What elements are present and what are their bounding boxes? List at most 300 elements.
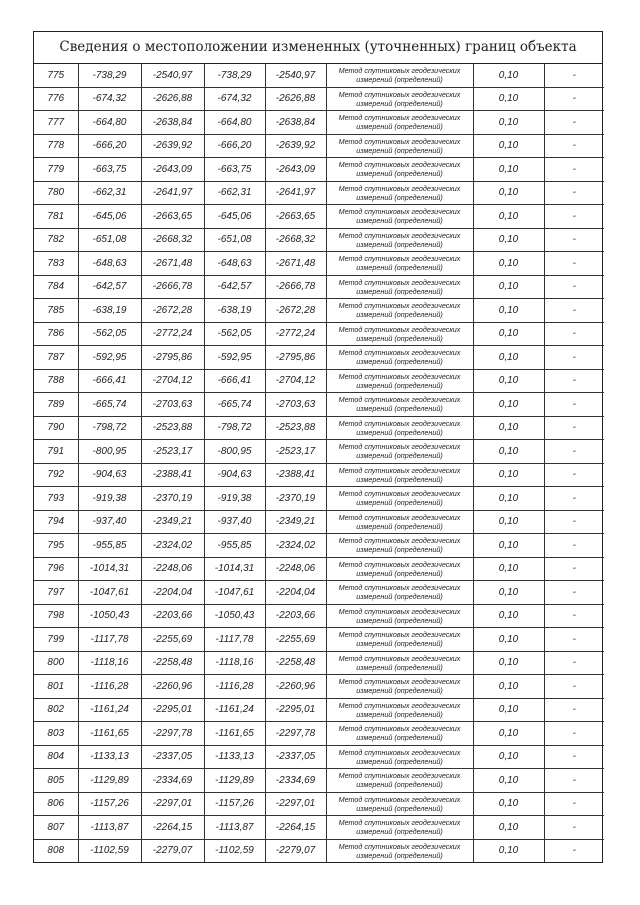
refined-x-cell: -919,38 [204,487,265,511]
note-cell: - [544,675,604,699]
note-cell: - [544,87,604,111]
existing-y-cell: -2337,05 [141,745,204,769]
point-number-cell: 784 [34,275,78,299]
existing-x-cell: -798,72 [78,416,141,440]
table-row [34,346,604,370]
table-row [34,581,604,605]
existing-y-cell: -2297,78 [141,722,204,746]
method-cell: Метод спутниковых геодезических измерений (определений) [326,534,473,558]
accuracy-cell: 0,10 [473,393,544,417]
method-cell: Метод спутниковых геодезических измерений (определений) [326,228,473,252]
refined-y-cell: -2260,96 [265,675,326,699]
refined-y-cell: -2337,05 [265,745,326,769]
refined-y-cell: -2297,78 [265,722,326,746]
method-cell: Метод спутниковых геодезических измерений (определений) [326,675,473,699]
refined-x-cell: -955,85 [204,534,265,558]
method-cell: Метод спутниковых геодезических измерений (определений) [326,205,473,229]
method-cell: Метод спутниковых геодезических измерений (определений) [326,557,473,581]
existing-y-cell: -2324,02 [141,534,204,558]
existing-y-cell: -2703,63 [141,393,204,417]
existing-x-cell: -1014,31 [78,557,141,581]
point-number-cell: 800 [34,651,78,675]
existing-x-cell: -648,63 [78,252,141,276]
existing-y-cell: -2523,17 [141,440,204,464]
point-number-cell: 798 [34,604,78,628]
table-row [34,675,604,699]
note-cell: - [544,722,604,746]
method-cell: Метод спутниковых геодезических измерений (определений) [326,698,473,722]
refined-x-cell: -1102,59 [204,839,265,862]
note-cell: - [544,745,604,769]
existing-x-cell: -1161,65 [78,722,141,746]
method-cell: Метод спутниковых геодезических измерений (определений) [326,87,473,111]
existing-x-cell: -1102,59 [78,839,141,862]
accuracy-cell: 0,10 [473,651,544,675]
refined-y-cell: -2704,12 [265,369,326,393]
existing-y-cell: -2349,21 [141,510,204,534]
method-cell: Метод спутниковых геодезических измерений (определений) [326,628,473,652]
existing-y-cell: -2540,97 [141,64,204,87]
accuracy-cell: 0,10 [473,816,544,840]
existing-x-cell: -662,31 [78,181,141,205]
note-cell: - [544,557,604,581]
refined-x-cell: -1118,16 [204,651,265,675]
accuracy-cell: 0,10 [473,87,544,111]
existing-x-cell: -666,20 [78,134,141,158]
existing-x-cell: -1116,28 [78,675,141,699]
accuracy-cell: 0,10 [473,839,544,862]
refined-x-cell: -638,19 [204,299,265,323]
method-cell: Метод спутниковых геодезических измерений (определений) [326,134,473,158]
refined-x-cell: -1161,65 [204,722,265,746]
existing-y-cell: -2671,48 [141,252,204,276]
existing-y-cell: -2638,84 [141,111,204,135]
refined-y-cell: -2641,97 [265,181,326,205]
table-title: Сведения о местоположении измененных (уточненных) границ объекта [34,32,602,64]
existing-x-cell: -645,06 [78,205,141,229]
refined-x-cell: -798,72 [204,416,265,440]
accuracy-cell: 0,10 [473,322,544,346]
note-cell: - [544,816,604,840]
accuracy-cell: 0,10 [473,111,544,135]
accuracy-cell: 0,10 [473,275,544,299]
point-number-cell: 804 [34,745,78,769]
note-cell: - [544,534,604,558]
point-number-cell: 788 [34,369,78,393]
refined-x-cell: -651,08 [204,228,265,252]
refined-x-cell: -738,29 [204,64,265,87]
table-row [34,111,604,135]
refined-x-cell: -1113,87 [204,816,265,840]
point-number-cell: 775 [34,64,78,87]
refined-x-cell: -1161,24 [204,698,265,722]
existing-x-cell: -666,41 [78,369,141,393]
existing-y-cell: -2264,15 [141,816,204,840]
note-cell: - [544,346,604,370]
accuracy-cell: 0,10 [473,557,544,581]
accuracy-cell: 0,10 [473,228,544,252]
point-number-cell: 779 [34,158,78,182]
refined-x-cell: -904,63 [204,463,265,487]
point-number-cell: 793 [34,487,78,511]
method-cell: Метод спутниковых геодезических измерений (определений) [326,275,473,299]
method-cell: Метод спутниковых геодезических измерений (определений) [326,111,473,135]
refined-y-cell: -2324,02 [265,534,326,558]
refined-x-cell: -1133,13 [204,745,265,769]
existing-x-cell: -663,75 [78,158,141,182]
accuracy-cell: 0,10 [473,346,544,370]
table-row [34,816,604,840]
note-cell: - [544,839,604,862]
refined-y-cell: -2248,06 [265,557,326,581]
existing-x-cell: -955,85 [78,534,141,558]
existing-y-cell: -2334,69 [141,769,204,793]
point-number-cell: 803 [34,722,78,746]
refined-x-cell: -665,74 [204,393,265,417]
existing-y-cell: -2641,97 [141,181,204,205]
point-number-cell: 796 [34,557,78,581]
method-cell: Метод спутниковых геодезических измерений (определений) [326,745,473,769]
existing-y-cell: -2668,32 [141,228,204,252]
existing-y-cell: -2672,28 [141,299,204,323]
refined-y-cell: -2663,65 [265,205,326,229]
refined-x-cell: -662,31 [204,181,265,205]
method-cell: Метод спутниковых геодезических измерений (определений) [326,581,473,605]
point-number-cell: 778 [34,134,78,158]
existing-y-cell: -2663,65 [141,205,204,229]
method-cell: Метод спутниковых геодезических измерений (определений) [326,416,473,440]
point-number-cell: 801 [34,675,78,699]
table-row [34,322,604,346]
point-number-cell: 785 [34,299,78,323]
method-cell: Метод спутниковых геодезических измерений (определений) [326,440,473,464]
table-row [34,393,604,417]
point-number-cell: 791 [34,440,78,464]
note-cell: - [544,487,604,511]
refined-x-cell: -800,95 [204,440,265,464]
existing-x-cell: -1161,24 [78,698,141,722]
note-cell: - [544,440,604,464]
method-cell: Метод спутниковых геодезических измерений (определений) [326,322,473,346]
refined-x-cell: -664,80 [204,111,265,135]
refined-y-cell: -2523,88 [265,416,326,440]
refined-x-cell: -645,06 [204,205,265,229]
existing-y-cell: -2295,01 [141,698,204,722]
method-cell: Метод спутниковых геодезических измерений (определений) [326,393,473,417]
existing-x-cell: -1118,16 [78,651,141,675]
refined-x-cell: -1014,31 [204,557,265,581]
note-cell: - [544,393,604,417]
refined-y-cell: -2795,86 [265,346,326,370]
existing-x-cell: -592,95 [78,346,141,370]
note-cell: - [544,181,604,205]
existing-x-cell: -1133,13 [78,745,141,769]
existing-x-cell: -665,74 [78,393,141,417]
existing-x-cell: -674,32 [78,87,141,111]
accuracy-cell: 0,10 [473,252,544,276]
method-cell: Метод спутниковых геодезических измерений (определений) [326,158,473,182]
existing-y-cell: -2248,06 [141,557,204,581]
document-table-frame [33,31,603,863]
refined-y-cell: -2279,07 [265,839,326,862]
point-number-cell: 776 [34,87,78,111]
existing-x-cell: -800,95 [78,440,141,464]
refined-y-cell: -2671,48 [265,252,326,276]
existing-y-cell: -2643,09 [141,158,204,182]
table-row [34,205,604,229]
existing-x-cell: -937,40 [78,510,141,534]
table-row [34,628,604,652]
table-row [34,510,604,534]
note-cell: - [544,134,604,158]
note-cell: - [544,252,604,276]
table-row [34,64,604,87]
existing-y-cell: -2523,88 [141,416,204,440]
refined-y-cell: -2255,69 [265,628,326,652]
refined-y-cell: -2666,78 [265,275,326,299]
note-cell: - [544,299,604,323]
note-cell: - [544,369,604,393]
method-cell: Метод спутниковых геодезических измерений (определений) [326,487,473,511]
method-cell: Метод спутниковых геодезических измерений (определений) [326,839,473,862]
accuracy-cell: 0,10 [473,534,544,558]
table-row [34,792,604,816]
accuracy-cell: 0,10 [473,722,544,746]
point-number-cell: 792 [34,463,78,487]
point-number-cell: 797 [34,581,78,605]
existing-x-cell: -919,38 [78,487,141,511]
point-number-cell: 777 [34,111,78,135]
method-cell: Метод спутниковых геодезических измерений (определений) [326,651,473,675]
method-cell: Метод спутниковых геодезических измерений (определений) [326,510,473,534]
existing-y-cell: -2388,41 [141,463,204,487]
refined-x-cell: -1157,26 [204,792,265,816]
accuracy-cell: 0,10 [473,463,544,487]
note-cell: - [544,416,604,440]
note-cell: - [544,463,604,487]
refined-x-cell: -1047,61 [204,581,265,605]
existing-x-cell: -904,63 [78,463,141,487]
note-cell: - [544,158,604,182]
refined-y-cell: -2626,88 [265,87,326,111]
accuracy-cell: 0,10 [473,205,544,229]
accuracy-cell: 0,10 [473,487,544,511]
existing-y-cell: -2626,88 [141,87,204,111]
note-cell: - [544,322,604,346]
point-number-cell: 794 [34,510,78,534]
existing-y-cell: -2795,86 [141,346,204,370]
note-cell: - [544,111,604,135]
existing-y-cell: -2772,24 [141,322,204,346]
refined-y-cell: -2334,69 [265,769,326,793]
point-number-cell: 782 [34,228,78,252]
refined-x-cell: -592,95 [204,346,265,370]
refined-y-cell: -2703,63 [265,393,326,417]
table-row [34,839,604,862]
table-row [34,698,604,722]
refined-x-cell: -666,20 [204,134,265,158]
refined-x-cell: -1050,43 [204,604,265,628]
note-cell: - [544,604,604,628]
accuracy-cell: 0,10 [473,299,544,323]
point-number-cell: 795 [34,534,78,558]
refined-y-cell: -2639,92 [265,134,326,158]
table-row [34,463,604,487]
method-cell: Метод спутниковых геодезических измерений (определений) [326,769,473,793]
point-number-cell: 783 [34,252,78,276]
table-row [34,651,604,675]
existing-x-cell: -738,29 [78,64,141,87]
table-row [34,299,604,323]
existing-x-cell: -562,05 [78,322,141,346]
method-cell: Метод спутниковых геодезических измерений (определений) [326,792,473,816]
accuracy-cell: 0,10 [473,604,544,628]
method-cell: Метод спутниковых геодезических измерений (определений) [326,463,473,487]
accuracy-cell: 0,10 [473,628,544,652]
point-number-cell: 790 [34,416,78,440]
table-row [34,604,604,628]
point-number-cell: 802 [34,698,78,722]
existing-y-cell: -2639,92 [141,134,204,158]
note-cell: - [544,698,604,722]
existing-y-cell: -2203,66 [141,604,204,628]
accuracy-cell: 0,10 [473,792,544,816]
refined-y-cell: -2295,01 [265,698,326,722]
existing-y-cell: -2204,04 [141,581,204,605]
existing-y-cell: -2255,69 [141,628,204,652]
table-row [34,557,604,581]
accuracy-cell: 0,10 [473,769,544,793]
table-row [34,534,604,558]
table-row [34,275,604,299]
existing-x-cell: -638,19 [78,299,141,323]
existing-y-cell: -2279,07 [141,839,204,862]
point-number-cell: 781 [34,205,78,229]
existing-y-cell: -2258,48 [141,651,204,675]
note-cell: - [544,628,604,652]
point-number-cell: 799 [34,628,78,652]
method-cell: Метод спутниковых геодезических измерений (определений) [326,64,473,87]
existing-x-cell: -1113,87 [78,816,141,840]
accuracy-cell: 0,10 [473,181,544,205]
method-cell: Метод спутниковых геодезических измерений (определений) [326,604,473,628]
existing-x-cell: -1117,78 [78,628,141,652]
accuracy-cell: 0,10 [473,698,544,722]
refined-x-cell: -666,41 [204,369,265,393]
existing-y-cell: -2370,19 [141,487,204,511]
refined-y-cell: -2370,19 [265,487,326,511]
refined-y-cell: -2388,41 [265,463,326,487]
note-cell: - [544,769,604,793]
refined-x-cell: -642,57 [204,275,265,299]
table-row [34,87,604,111]
refined-y-cell: -2264,15 [265,816,326,840]
table-row [34,769,604,793]
existing-x-cell: -1047,61 [78,581,141,605]
point-number-cell: 805 [34,769,78,793]
refined-y-cell: -2668,32 [265,228,326,252]
point-number-cell: 787 [34,346,78,370]
existing-y-cell: -2666,78 [141,275,204,299]
refined-y-cell: -2672,28 [265,299,326,323]
table-row [34,416,604,440]
table-row [34,440,604,464]
note-cell: - [544,275,604,299]
existing-x-cell: -1129,89 [78,769,141,793]
refined-x-cell: -562,05 [204,322,265,346]
note-cell: - [544,510,604,534]
refined-x-cell: -1117,78 [204,628,265,652]
accuracy-cell: 0,10 [473,440,544,464]
note-cell: - [544,651,604,675]
table-row [34,181,604,205]
refined-x-cell: -1129,89 [204,769,265,793]
table-row [34,228,604,252]
accuracy-cell: 0,10 [473,675,544,699]
accuracy-cell: 0,10 [473,369,544,393]
refined-y-cell: -2297,01 [265,792,326,816]
accuracy-cell: 0,10 [473,158,544,182]
refined-y-cell: -2523,17 [265,440,326,464]
existing-x-cell: -1050,43 [78,604,141,628]
method-cell: Метод спутниковых геодезических измерений (определений) [326,816,473,840]
point-number-cell: 807 [34,816,78,840]
existing-x-cell: -642,57 [78,275,141,299]
point-number-cell: 808 [34,839,78,862]
refined-y-cell: -2203,66 [265,604,326,628]
refined-y-cell: -2258,48 [265,651,326,675]
coordinates-table [34,64,604,862]
refined-y-cell: -2204,04 [265,581,326,605]
note-cell: - [544,792,604,816]
accuracy-cell: 0,10 [473,510,544,534]
accuracy-cell: 0,10 [473,416,544,440]
table-row [34,745,604,769]
accuracy-cell: 0,10 [473,745,544,769]
table-row [34,134,604,158]
note-cell: - [544,205,604,229]
table-row [34,487,604,511]
table-row [34,722,604,746]
note-cell: - [544,228,604,252]
accuracy-cell: 0,10 [473,64,544,87]
point-number-cell: 786 [34,322,78,346]
note-cell: - [544,64,604,87]
method-cell: Метод спутниковых геодезических измерений (определений) [326,722,473,746]
point-number-cell: 806 [34,792,78,816]
method-cell: Метод спутниковых геодезических измерений (определений) [326,299,473,323]
accuracy-cell: 0,10 [473,134,544,158]
note-cell: - [544,581,604,605]
table-row [34,369,604,393]
existing-x-cell: -651,08 [78,228,141,252]
existing-x-cell: -1157,26 [78,792,141,816]
refined-y-cell: -2540,97 [265,64,326,87]
point-number-cell: 780 [34,181,78,205]
point-number-cell: 789 [34,393,78,417]
refined-x-cell: -648,63 [204,252,265,276]
accuracy-cell: 0,10 [473,581,544,605]
refined-y-cell: -2349,21 [265,510,326,534]
existing-x-cell: -664,80 [78,111,141,135]
refined-x-cell: -663,75 [204,158,265,182]
existing-y-cell: -2704,12 [141,369,204,393]
method-cell: Метод спутниковых геодезических измерений (определений) [326,369,473,393]
existing-y-cell: -2297,01 [141,792,204,816]
method-cell: Метод спутниковых геодезических измерений (определений) [326,252,473,276]
refined-y-cell: -2638,84 [265,111,326,135]
table-row [34,158,604,182]
